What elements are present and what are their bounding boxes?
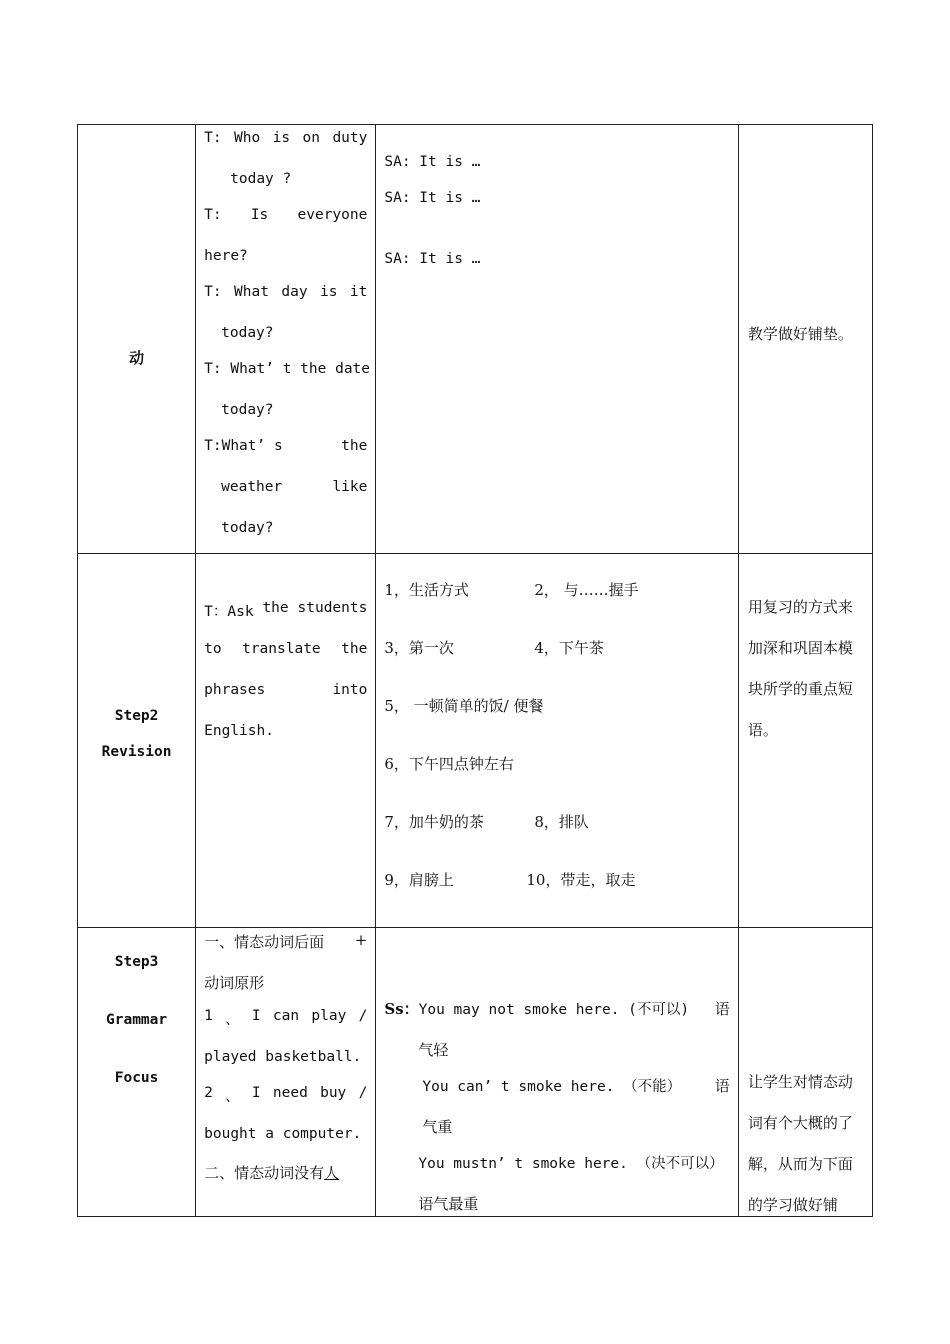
teacher-activity-cell [196,125,376,554]
student-line: 1，生活方式 2， 与……握手 [384,581,639,599]
stage-label: Revision [101,744,172,760]
teacher-activity-cell [196,928,376,1217]
student-activity-cell [376,554,738,928]
purpose-text: 用复习的方式来 加深和巩固本模 块所学的重点短 语。 [747,598,853,739]
teacher-line: English. [204,723,274,739]
teacher-line: bought a computer. [204,1126,362,1142]
teacher-line: weather like [221,479,368,495]
table-row [78,125,873,554]
stage-label: Step3 [114,954,159,970]
student-line: 7，加牛奶的茶 8，排队 [384,813,589,831]
teacher-line: today? [221,402,274,418]
purpose-cell [738,554,872,928]
teacher-line: T:What’ s the [204,438,368,454]
teacher-line: T: What day is it [204,284,368,300]
purpose-line: 教学做好铺垫。 [747,325,853,343]
stage-label: Step2 [114,708,159,724]
stage-cell [78,554,196,928]
student-line: 气重 [422,1118,453,1136]
teacher-line: played basketball. [204,1049,362,1065]
stage-cell [78,125,196,554]
teacher-line: 1 、 I can play / [204,1008,368,1028]
teacher-line: T: What’ t the date [204,361,371,377]
student-line: SA: It is … [384,251,481,267]
teacher-line: 2 、 I need buy / [204,1085,368,1105]
teacher-line: to translate the [204,641,368,657]
teacher-line: today ? [230,171,292,187]
purpose-cell [738,125,872,554]
student-line: 语气最重 [418,1195,479,1213]
teacher-line: here? [204,248,248,264]
teacher-line: 动词原形 [204,974,265,992]
student-line: 气轻 [418,1041,449,1059]
teacher-line: T: Who is on duty [204,130,368,146]
teacher-activity-cell [196,554,376,928]
purpose-text: 让学生对情态动 词有个大概的了 解，从而为下面 的学习做好铺 [747,1073,853,1214]
teacher-line: T: Is everyone [204,207,368,223]
student-activity-cell [376,928,738,1217]
teacher-line: 一、情态动词后面 + [204,931,368,951]
student-line: 5， 一顿简单的饭/ 便餐 [384,697,544,715]
student-activity-cell [376,125,738,554]
stage-label: Grammar [106,1012,168,1028]
student-line: You mustn’ t smoke here. （决不可以） [418,1156,724,1172]
student-line: You can’ t smoke here. （不能） 语 [422,1077,730,1095]
purpose-cell [738,928,872,1217]
student-line: 9，肩膀上 10，带走，取走 [384,871,636,889]
lesson-plan-table [77,124,873,1217]
student-line: SA: It is … [384,154,481,170]
table-row [78,554,873,928]
student-line: SA: It is … [384,190,481,206]
student-line: 6，下午四点钟左右 [384,755,514,773]
teacher-line: 二、情态动词没有人 [204,1164,340,1182]
teacher-line: phrases into [204,682,368,698]
student-line: 3，第一次 4，下午茶 [384,639,604,657]
table-row [78,928,873,1217]
student-line: Ss：You may not smoke here. (不可以) 语 [384,1000,730,1018]
teacher-line: T：Ask the students [204,600,368,620]
teacher-line: today? [221,520,274,536]
stage-cell [78,928,196,1217]
teacher-line: today? [221,325,274,341]
stage-label: Focus [114,1070,159,1086]
stage-label: 动 [129,349,145,367]
